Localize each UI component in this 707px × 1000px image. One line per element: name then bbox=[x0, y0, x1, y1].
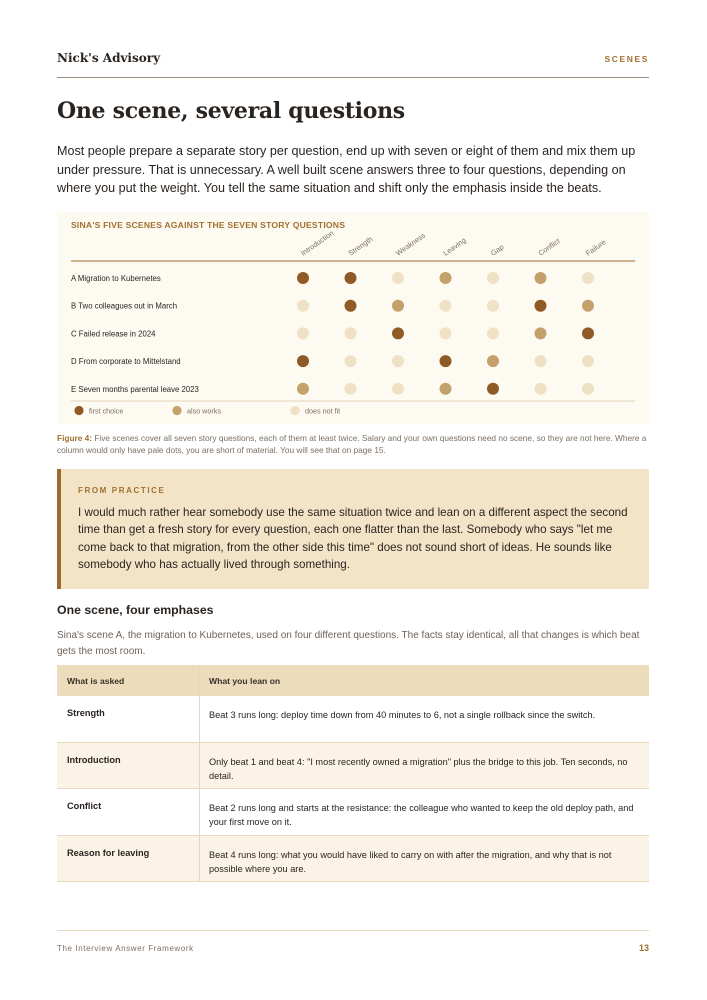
column-label-failure: Failure bbox=[583, 237, 608, 258]
matrix-dot bbox=[535, 327, 547, 339]
legend-label: also works bbox=[187, 406, 221, 416]
figure-caption-text: Five scenes cover all seven story questions, each of them at least twice. Salary and your own questions need no scene, so they are not here. Where a column would only have pale dots, you are short of material. You will see that on page 15. bbox=[57, 433, 647, 455]
figure-label: Figure 4: bbox=[57, 433, 93, 443]
matrix-dot bbox=[345, 300, 357, 312]
footer-divider bbox=[57, 930, 649, 931]
matrix-dot bbox=[345, 272, 357, 284]
section-intro: Sina's scene A, the migration to Kubernetes, used on four different questions. The facts stay identical, all that changes is which beat gets the most room. bbox=[57, 630, 640, 657]
table-header bbox=[57, 665, 649, 696]
matrix-dot bbox=[392, 272, 404, 284]
column-divider bbox=[199, 836, 200, 882]
emphasis-table bbox=[57, 665, 649, 882]
practice-callout bbox=[57, 469, 649, 589]
page bbox=[57, 0, 649, 1000]
matrix-dot bbox=[582, 300, 594, 312]
page-number: 13 bbox=[638, 943, 649, 953]
matrix-dot bbox=[535, 272, 547, 284]
column-label-gap: Gap bbox=[488, 242, 506, 258]
matrix-dot bbox=[487, 327, 499, 339]
intro-paragraph: Most people prepare a separate story per question, end up with seven or eight of them and mix them up under pressure. That is unnecessary. A well built scene answers three to four questions, depending on where you put the weight. You tell the same situation and shift only the emphasis inside the beats. bbox=[57, 144, 636, 195]
matrix-dot bbox=[392, 327, 404, 339]
column-divider bbox=[199, 696, 200, 742]
cell-lean: Beat 2 runs long and starts at the resistance: the colleague who wanted to keep the old deploy path, and your first move on it. bbox=[209, 803, 634, 827]
matrix-dot bbox=[297, 272, 309, 284]
matrix-dot bbox=[535, 300, 547, 312]
matrix-dot bbox=[487, 355, 499, 367]
matrix-dot bbox=[345, 355, 357, 367]
matrix-dot bbox=[345, 327, 357, 339]
matrix-dot bbox=[440, 300, 452, 312]
matrix-dot bbox=[297, 355, 309, 367]
cell-lean: Beat 4 runs long: what you would have liked to carry on with after the migration, and why that is not possible where you are. bbox=[209, 849, 612, 874]
footer-book-title: The Interview Answer Framework bbox=[57, 944, 194, 953]
matrix-dot bbox=[582, 383, 594, 395]
column-label-leaving: Leaving bbox=[441, 235, 468, 258]
matrix-dot bbox=[535, 355, 547, 367]
cell-asked: Strength bbox=[67, 708, 105, 718]
chart-title: SINA'S FIVE SCENES AGAINST THE SEVEN STORY QUESTIONS bbox=[71, 220, 346, 230]
column-label-conflict: Conflict bbox=[536, 236, 562, 258]
column-divider bbox=[199, 665, 200, 696]
callout-label: FROM PRACTICE bbox=[78, 486, 166, 495]
cell-asked: Reason for leaving bbox=[67, 847, 150, 858]
matrix-dot bbox=[440, 355, 452, 367]
legend-label: first choice bbox=[89, 406, 124, 416]
row-label: E Seven months parental leave 2023 bbox=[71, 384, 199, 394]
legend-swatch bbox=[74, 406, 83, 415]
matrix-dot bbox=[535, 383, 547, 395]
figure-caption bbox=[57, 432, 649, 456]
cell-asked: Conflict bbox=[67, 801, 102, 811]
cell-lean: Only beat 1 and beat 4: "I most recently owned a migration" plus the bridge to this job. Ten seconds, no detail. bbox=[209, 756, 628, 781]
row-label: B Two colleagues out in March bbox=[71, 301, 178, 311]
matrix-dot bbox=[487, 383, 499, 395]
column-header-asked: What is asked bbox=[67, 676, 125, 686]
row-label: D From corporate to Mittelstand bbox=[71, 357, 181, 367]
matrix-dot bbox=[440, 327, 452, 339]
matrix-dot bbox=[392, 383, 404, 395]
matrix-dot bbox=[440, 272, 452, 284]
matrix-dot bbox=[297, 300, 309, 312]
matrix-dot bbox=[582, 355, 594, 367]
section-tag: SCENES bbox=[604, 54, 649, 64]
column-label-introduction: Introduction bbox=[298, 228, 336, 258]
row-label: C Failed release in 2024 bbox=[71, 329, 156, 339]
column-label-weakness: Weakness bbox=[393, 230, 427, 258]
column-divider bbox=[199, 743, 200, 789]
column-header-lean: What you lean on bbox=[209, 676, 281, 686]
matrix-dot bbox=[297, 327, 309, 339]
row-label: A Migration to Kubernetes bbox=[71, 274, 161, 283]
table-row bbox=[57, 789, 649, 836]
chart-canvas bbox=[57, 212, 649, 424]
legend-label: does not fit bbox=[305, 406, 341, 416]
callout-text: I would much rather hear somebody use the same situation twice and lean on a different aspect the second time than get a fresh story for every question, each one flatter than the last. Somebody who says "let me come back to that migration, from the other side this time" does not sound short of ideas. He sounds like somebody who has actually lived through something. bbox=[78, 506, 628, 571]
page-header bbox=[57, 51, 649, 78]
matrix-dot bbox=[392, 300, 404, 312]
table-row bbox=[57, 836, 649, 883]
legend-swatch bbox=[290, 406, 299, 415]
matrix-dot bbox=[297, 383, 309, 395]
column-divider bbox=[199, 789, 200, 835]
section-heading: One scene, four emphases bbox=[57, 603, 214, 617]
scene-matrix-chart bbox=[57, 212, 649, 424]
matrix-dot bbox=[440, 383, 452, 395]
column-label-strength: Strength bbox=[346, 234, 375, 258]
matrix-dot bbox=[487, 300, 499, 312]
table-row bbox=[57, 696, 649, 743]
matrix-dot bbox=[345, 383, 357, 395]
matrix-dot bbox=[582, 327, 594, 339]
page-title: One scene, several questions bbox=[57, 98, 405, 124]
matrix-dot bbox=[392, 355, 404, 367]
matrix-dot bbox=[582, 272, 594, 284]
legend-swatch bbox=[172, 406, 181, 415]
table-row bbox=[57, 743, 649, 790]
matrix-dot bbox=[487, 272, 499, 284]
cell-asked: Introduction bbox=[67, 754, 121, 765]
cell-lean: Beat 3 runs long: deploy time down from 40 minutes to 6, not a single rollback since the switch. bbox=[209, 710, 596, 720]
brand-name: Nick's Advisory bbox=[57, 51, 161, 65]
